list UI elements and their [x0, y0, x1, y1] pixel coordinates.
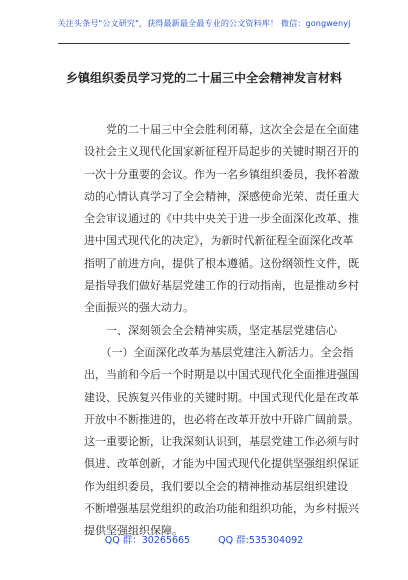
- body-line: （一）全面深化改革为基层党建注入新活力。全会指: [84, 345, 354, 359]
- page-footer: [0, 532, 408, 546]
- document-title: 乡镇组织委员学习党的二十届三中全会精神发言材料: [65, 71, 342, 85]
- page-header: 关注头条号"公文研究"，获得最新最全最专业的公文资料库！ 微信：gongwenyj: [57, 18, 351, 28]
- header-divider: [58, 43, 350, 44]
- body-line: 指明了前进方向，提供了根本遵循。这份纲领性文件，既: [84, 256, 359, 270]
- body-line: 这一重要论断，让我深刻认识到，基层党建工作必须与时: [84, 435, 359, 449]
- body-line: 设社会主义现代化国家新征程开局起步的关键时期召开的: [84, 145, 359, 159]
- body-line: 不断增强基层党组织的政治功能和组织功能，为乡村振兴: [84, 502, 359, 516]
- body-line: 是指导我们做好基层党建工作的行动指南，也是推动乡村: [84, 279, 359, 293]
- body-line: 全面振兴的强大动力。: [84, 301, 194, 315]
- body-line: 进中国式现代化的决定》，为新时代新征程全面深化改革: [84, 234, 354, 248]
- body-line: 动的心情认真学习了全会精神，深感使命光荣、责任重大: [84, 189, 359, 203]
- section-heading: 一、深刻领会全会精神实质，坚定基层党建信心: [84, 323, 337, 337]
- body-line: 出，当前和今后一个时期是以中国式现代化全面推进强国: [84, 368, 359, 382]
- body-line: 党的二十届三中全会胜利闭幕，这次全会是在全面建: [84, 123, 359, 136]
- body-line: 俱进、改革创新，才能为中国式现代化提供坚强组织保证: [84, 457, 359, 471]
- body-line: 全会审议通过的《中共中央关于进一步全面深化改革、推: [84, 212, 359, 226]
- body-line: 一次十分重要的会议。作为一名乡镇组织委员，我怀着激: [84, 167, 359, 181]
- body-line: 开放中不断推进的，也必将在改革开放中开辟广阔前景。: [84, 412, 359, 426]
- body-line: 提供坚强组织保障。: [84, 524, 183, 538]
- footer-qq-group-2: QQ 群:535304092: [218, 535, 304, 546]
- document-body: [84, 119, 359, 543]
- body-line: 建设、民族复兴伟业的关键时期。中国式现代化是在改革: [84, 390, 359, 404]
- body-line: 作为组织委员，我们要以全会的精神推动基层组织建设: [84, 479, 348, 493]
- footer-qq-group-1: QQ 群：30265665: [104, 535, 191, 546]
